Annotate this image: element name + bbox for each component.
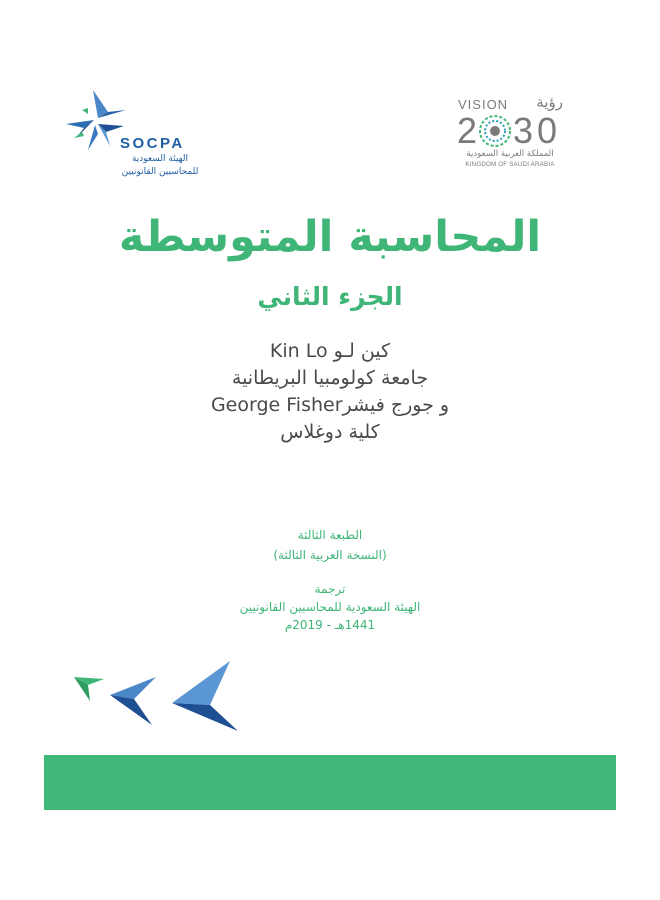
translation-label: ترجمة [314, 582, 346, 596]
book-part: الجزء الثاني [257, 282, 403, 311]
blue-arrow-large-icon [172, 661, 238, 731]
author-line-3: و جورج فيشرGeorge Fisher [210, 394, 450, 416]
book-title: المحاسبة المتوسطة [118, 212, 542, 262]
vision-arabic-subtitle: المملكة العربية السعودية [466, 149, 554, 159]
vision-emblem-icon [480, 116, 510, 146]
vision-arabic-label: رؤية [536, 93, 563, 111]
vision-year-mark [455, 110, 567, 150]
translator-name: الهيئة السعودية للمحاسبين القانونيين [239, 600, 421, 614]
green-band [44, 755, 616, 810]
decorative-arrows [70, 655, 250, 735]
publication-date: 1441هـ - 2019م [284, 618, 376, 632]
socpa-name: SOCPA [120, 135, 185, 152]
socpa-logo [62, 88, 212, 180]
vision-year-digit-0: 0 [537, 110, 558, 150]
author-line-1: كين لـو Kin Lo [269, 340, 391, 362]
edition-label: الطبعة الثالثة [297, 528, 363, 542]
vision-2030-logo [455, 95, 567, 175]
socpa-arabic-line2: للمحاسبين القانونيين [121, 167, 199, 177]
author-line-4: كلية دوغلاس [280, 421, 380, 443]
vision-english-subtitle: KINGDOM OF SAUDI ARABIA [465, 161, 555, 168]
vision-year-digit-3: 3 [513, 110, 534, 150]
vision-year-digit-2: 2 [457, 110, 478, 150]
author-line-2: جامعة كولومبيا البريطانية [231, 367, 429, 389]
blue-arrow-small-icon [110, 677, 156, 725]
vision-english-label: VISION [458, 97, 509, 112]
green-arrow-icon [74, 677, 104, 701]
edition-note: (النسخة العربية الثالثة) [273, 548, 387, 562]
socpa-arabic-line1: الهيئة السعودية [131, 154, 189, 164]
